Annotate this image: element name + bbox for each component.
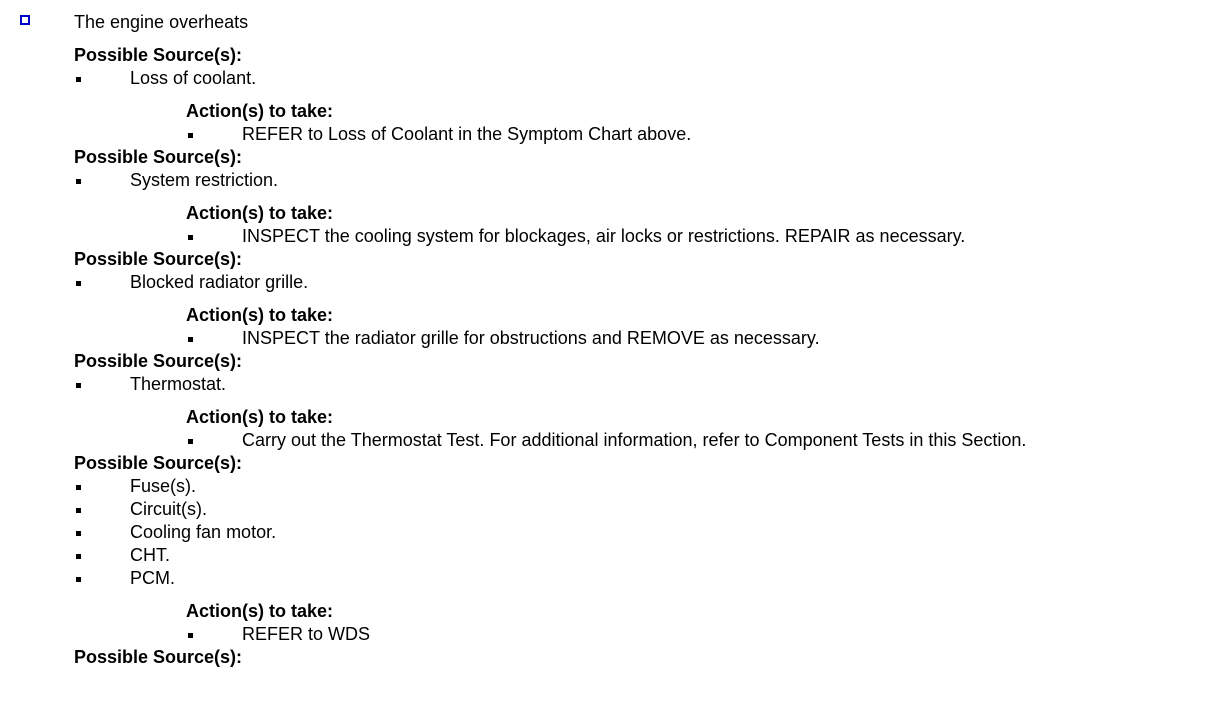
source-item: PCM. bbox=[130, 568, 175, 588]
possible-sources-heading: Possible Source(s): bbox=[74, 249, 243, 269]
possible-sources-heading: Possible Source(s): bbox=[74, 453, 243, 473]
action-item: REFER to Loss of Coolant in the Symptom Chart above. bbox=[242, 124, 692, 144]
bullet-icon bbox=[76, 508, 81, 513]
bullet-icon bbox=[76, 554, 81, 559]
bullet-icon bbox=[188, 633, 193, 638]
possible-sources-heading: Possible Source(s): bbox=[74, 351, 243, 371]
bullet-icon bbox=[76, 179, 81, 184]
bullet-icon bbox=[76, 77, 81, 82]
action-item: INSPECT the cooling system for blockages, air locks or restrictions. REPAIR as necessary. bbox=[242, 226, 966, 246]
possible-sources-heading: Possible Source(s): bbox=[74, 45, 243, 65]
bullet-icon bbox=[188, 133, 193, 138]
bullet-icon bbox=[188, 337, 193, 342]
bullet-icon bbox=[76, 383, 81, 388]
actions-heading: Action(s) to take: bbox=[186, 305, 334, 325]
action-item: INSPECT the radiator grille for obstructions and REMOVE as necessary. bbox=[242, 328, 820, 348]
symptom-title: The engine overheats bbox=[74, 12, 249, 32]
possible-sources-heading: Possible Source(s): bbox=[74, 647, 243, 667]
bullet-icon bbox=[76, 531, 81, 536]
actions-heading: Action(s) to take: bbox=[186, 203, 334, 223]
source-item: Circuit(s). bbox=[130, 499, 207, 519]
source-item: Cooling fan motor. bbox=[130, 522, 277, 542]
bullet-icon bbox=[76, 281, 81, 286]
bullet-icon bbox=[188, 235, 193, 240]
source-item: System restriction. bbox=[130, 170, 279, 190]
actions-heading: Action(s) to take: bbox=[186, 407, 334, 427]
symptom-checkbox-icon[interactable] bbox=[20, 15, 30, 25]
action-item: Carry out the Thermostat Test. For additional information, refer to Component Tests in this Section. bbox=[242, 430, 1027, 450]
action-item: REFER to WDS bbox=[242, 624, 371, 644]
bullet-icon bbox=[76, 485, 81, 490]
source-item: Fuse(s). bbox=[130, 476, 197, 496]
actions-heading: Action(s) to take: bbox=[186, 601, 334, 621]
source-item: Loss of coolant. bbox=[130, 68, 257, 88]
source-item: Blocked radiator grille. bbox=[130, 272, 309, 292]
bullet-icon bbox=[76, 577, 81, 582]
bullet-icon bbox=[188, 439, 193, 444]
source-item: CHT. bbox=[130, 545, 170, 565]
actions-heading: Action(s) to take: bbox=[186, 101, 334, 121]
source-item: Thermostat. bbox=[130, 374, 227, 394]
possible-sources-heading: Possible Source(s): bbox=[74, 147, 243, 167]
